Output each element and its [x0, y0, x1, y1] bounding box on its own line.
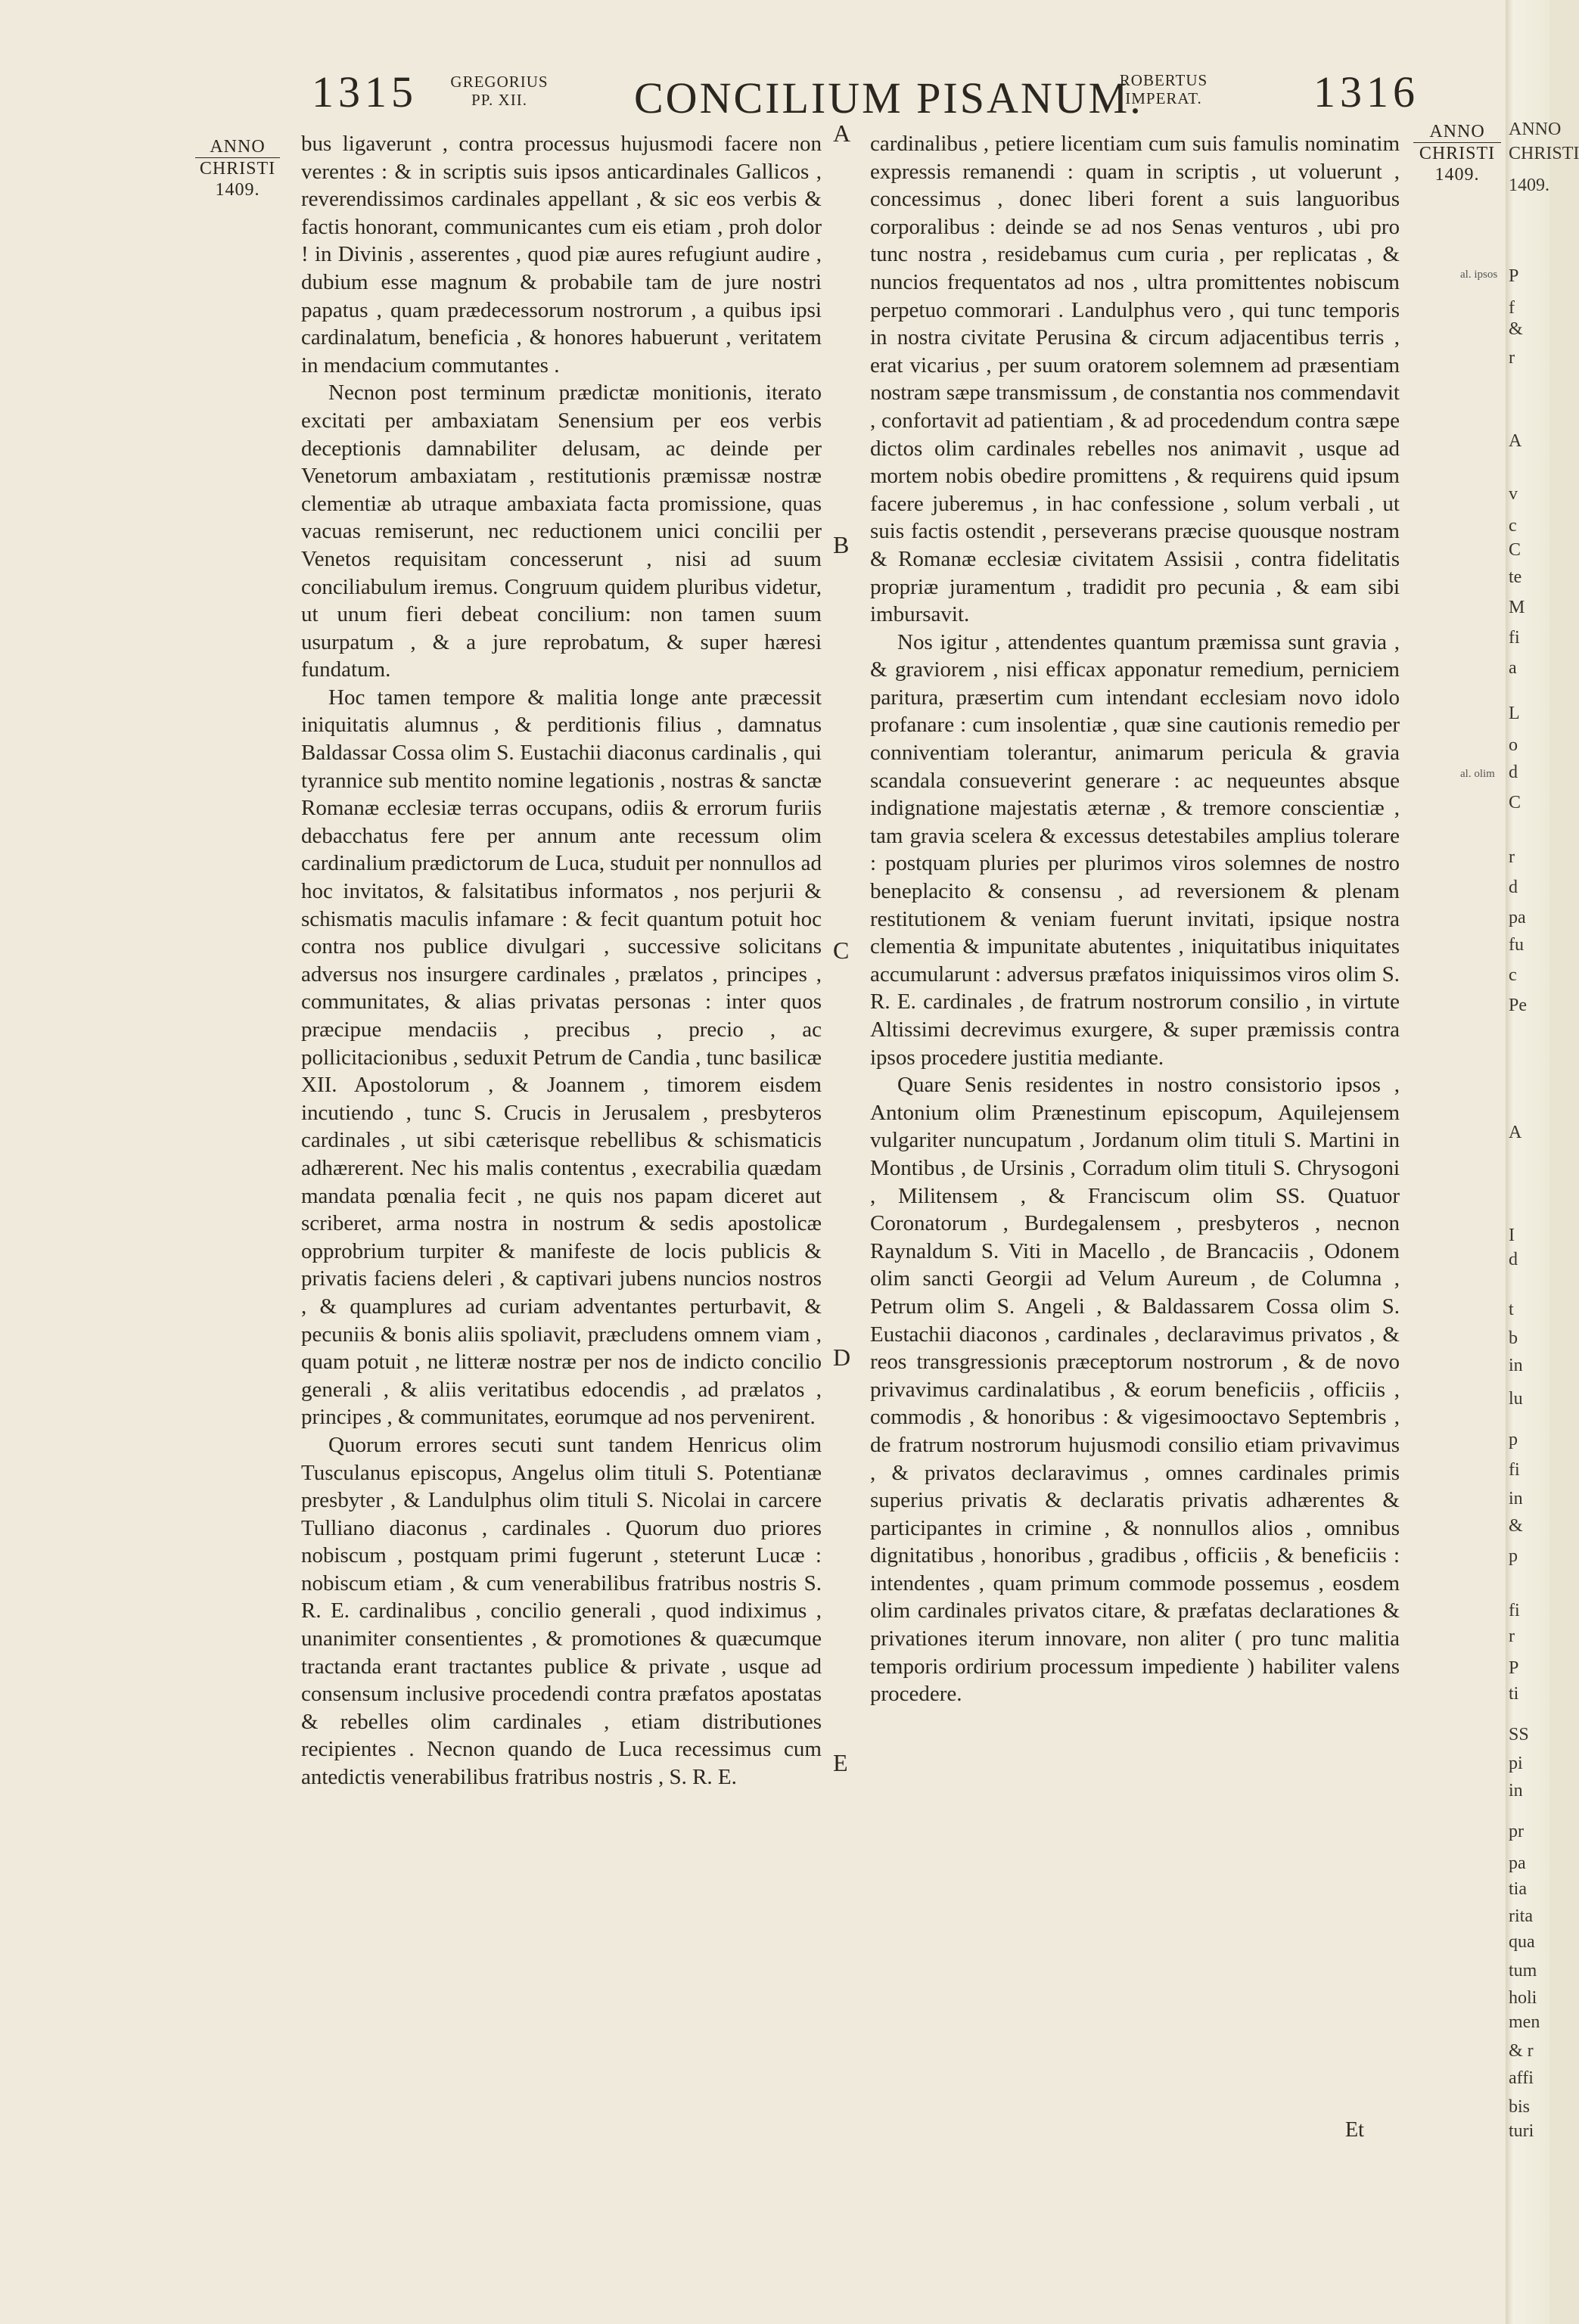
section-marker-e: E [833, 1749, 848, 1776]
paragraph: Quorum errores secuti sunt tandem Henricus olim Tusculanus episcopus, Angelus olim tituli S. Potentianæ presbyter , & Landulphus olim tituli S. Nicolai in carcere Tulliano diaconus , cardinales . Quorum duo priores nobiscum , postquam primi fugerunt , steterunt Lucæ : nobiscum etiam , & cum venerabilibus fratribus nostris S. R. E. cardinalibus , concilio generali , quod indiximus , unanimiter consentientes , & promotiones & quæcumque tractanda erant tractantes publice & private , usque ad consensum inclusive procedendi contra præfatos apostatas & rebelles olim cardinales , etiam distributiones recipientes . Necnon quando de Luca recessimus cum antedictis venerabilibus fratribus nostris , S. R. E. [301, 1432, 822, 1790]
running-header [0, 67, 1506, 123]
catchword: Et [1345, 2118, 1364, 2142]
paragraph: Necnon post terminum prædictæ monitionis, iterato excitati per ambaxiatam Senensium per eos verbis deceptionis damnabiliter delusam, ac deinde per Venetorum ambaxiatam , restitutionis præmissæ nostræ clementiæ ab utraque ambaxiata facta promissione, quas vacuas remiserunt, nec reductionem unici concilii per Venetos requisitam concesserunt , nisi ad suum conciliabulum iremus. Congruum quidem pluribus videtur, ut unum fieri debeat concilium: non tamen suum usurpatum , & a jure reprobatum, & super hæresi fundatum. [301, 381, 822, 682]
paragraph: bus ligaverunt , contra processus hujusmodi facere non verentes : & in scriptis suis ipsos anticardinales Gallicos , reverendissimos cardinales appellant , & sic eos verbis & factis honorant, communicantes cum eis etiam , proh dolor ! in Divinis , asserentes , quod piæ aures refugiunt audire , dubium esse magnum & probabile tam de jure nostri papatus , quam prædecessorum nostrorum , a quibus ipsi cardinalatum, beneficia , & honores habuerunt , veritatem in mendacium commutantes . [301, 132, 822, 377]
page-number-left: 1315 [312, 67, 418, 117]
paragraph: cardinalibus , petiere licentiam cum suis famulis nominatim expressis remanendi : quam in scriptis , ut voluerunt , concessimus , donec liberi forent a suis languoribus corporalibus : deinde se ad nos Senas venturos , ubi pro tunc nostra , residebamus cum curia , per replicatas , & nuncios frequentatos ad nos , ultra promittentes nobiscum perpetuo commorari . Landulphus vero , qui tunc temporis in nostra civitate Perusina & circum adjacentibus terris , erat vicarius , per suum oratorem solemnem ad præsentiam nostram sæpe transmissum , de constantia nos commendavit , confortavit ad patientiam , & ad procedendum contra sæpe dictos olim cardinales rebelles nos animavit , usque ad mortem nobis obedire promittens , & requirens quid ipsum facere juberemus , in hac confessione , solum verbali , ut suis factis ostendit , perseverans præcise quousque nostram & Romanæ ecclesiæ civitatem Assisii , contra fidelitatis propriæ juramentum , tradidit pro pecunia , & eam sibi imbursavit. [870, 132, 1400, 627]
section-marker-a: A [833, 120, 851, 147]
section-marker-c: C [833, 937, 850, 964]
running-title: CONCILIUM PISANUM. [634, 73, 1143, 123]
paragraph: Quare Senis residentes in nostro consistorio ipsos , Antonium olim Prænestinum episcopum, Aquilejensem vulgariter nuncupatum , Jordanum olim tituli S. Martini in Montibus , de Ursinis , Corradum olim tituli S. Chrysogoni , Militensem , & Franciscum olim SS. Quatuor Coronatorum , Burdegalensem , presbyteros , necnon Raynaldum S. Viti in Macello , de Brancaciis , Odonem olim sancti Georgii ad Velum Aureum , de Columna , Petrum olim S. Angeli , & Baldassarem Cossa olim S. Eustachii diaconos , cardinales , declaravimus privatos , & reos transgressionis præceptorum nostrorum , & de novo privavimus cardinalatibus , & eorum beneficiis , officiis , commodis , & honoribus : & vigesimooctavo Septembris , de fratrum nostrorum hujusmodi consilio etiam privavimus , & privatos declaravimus , omnes cardinales primis superius privatis & declaratis privatis adhærentes & participantes in crimine , & nonnullos alios , omnibus dignitatibus , honoribus , gradibus , officiis , & beneficiis : intendentes , quam primum commode possemus , eosdem olim cardinales privatos citare, & præfatas declarationes & privationes iterum innovare, non aliter ( pro tunc malitia temporis ordirium processum impediente ) habiliter valens procedere. [870, 1073, 1400, 1707]
text-column-right [870, 130, 1400, 1708]
sidenote: al. olim [1460, 768, 1495, 780]
margin-year-right: ANNO CHRISTI 1409. [1413, 121, 1501, 185]
header-emperor-label: ROBERTUS IMPERAT. [1119, 71, 1208, 107]
header-pope-label: GREGORIUS PP. XII. [450, 73, 549, 109]
page-number-right: 1316 [1313, 67, 1419, 117]
margin-year-left: ANNO CHRISTI 1409. [195, 136, 280, 200]
text-column-left [301, 130, 822, 1791]
sidenote: al. ipsos [1460, 269, 1498, 281]
section-marker-d: D [833, 1344, 851, 1371]
section-marker-b: B [833, 531, 850, 558]
next-page-edge: ANNO CHRISTI 1409. P f & r A v c C te M fi a L o d C r d pa fu c Pe A I d t b in lu p fi in & p fi r P ti SS pi in pr pa tia rita qua tum holi men & r affi bis turi [1506, 0, 1549, 2324]
paragraph: Nos igitur , attendentes quantum præmissa sunt gravia , & graviorem , nisi efficax apponatur remedium, perniciem paritura, præsertim cum intendant ecclesiam novo idolo profanare : cum insolentiæ , quæ sine cautionis remedio per conniventiam tolerantur, animarum pericula & gravia scandala consueverint generare : ac nequeuntes absque indignatione majestatis æternæ , & tremore conscientiæ , tam gravia scelera & excessus detestabiles amplius tolerare : postquam pluries per plurimos viros solemnes de nostro beneplacito & consensu , ad reversionem & plenam restitutionem & veniam fuerunt invitati, ipsique nostra clementia & impunitate abutentes , iniquitatibus iniquitates accumularunt : adversus præfatos iniquissimos viros olim S. R. E. cardinales , de fratrum nostrorum consilio , in virtute Altissimi decrevimus exurgere, & super præmissis contra ipsos procedere justitia mediante. [870, 629, 1400, 1070]
paragraph: Hoc tamen tempore & malitia longe ante præcessit iniquitatis alumnus , & perditionis filius , damnatus Baldassar Cossa olim S. Eustachii diaconus cardinalis , qui tyrannice sub mentito nomine legationis , nostras & sanctæ Romanæ ecclesiæ terras occupans, odiis & errorum furiis debacchatus fere per annum ante recessum olim cardinalium prædictorum de Luca, studuit per nonnullos ad hoc invitatos, & falsitatibus informatos , nos perjurii & schismatis maculis infamare : & fecit quantum potuit hoc contra nos publice divulgari , successive solicitans adversus nos insurgere cardinales , prælatos , principes , communitates, & alias privatas personas : inter quos præcipue mendaciis , precibus , precio , ac pollicitacionibus , seduxit Petrum de Candia , tunc basilicæ XII. Apostolorum , & Joannem , timorem eisdem incutiendo , tunc S. Crucis in Jerusalem , presbyteros cardinales , ut sibi cæterisque rebellibus & schismaticis adhærerent. Nec his malis contentus , execrabilia quædam mandata pœnalia fecit , ne quis nos papam diceret aut scriberet, arma nostra in nostrum & sedis apostolicæ opprobrium turpiter & manifeste de locis publicis & privatis faciens deleri , & captivari jubens nuncios nostros , & quamplures ad curiam adventantes perturbavit, & pecuniis & bonis aliis spoliavit, præcludens omnem viam , quam potuit , ne litteræ nostræ per nos de indicto concilio generali , & aliis veritatibus edocendis , ad prælatos , principes , & communitates, eorumque ad nos pervenirent. [301, 685, 822, 1430]
